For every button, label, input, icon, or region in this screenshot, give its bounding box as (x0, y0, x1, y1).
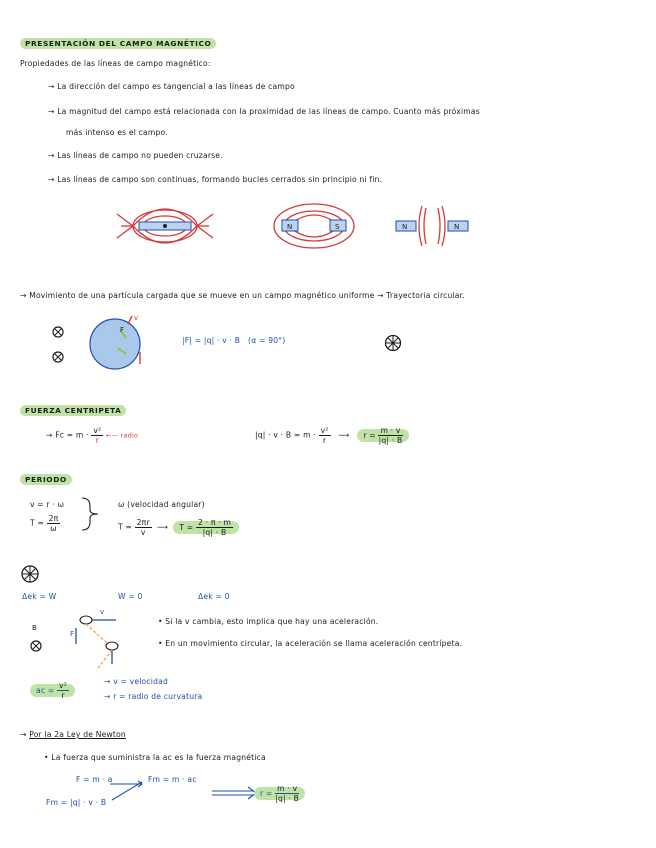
property-item: → Las líneas de campo son continuas, formando bucles cerrados sin principio ni fin. (48, 175, 383, 184)
magnet-s-label: S (335, 223, 340, 231)
centripetal-acceleration-formula: ac = $\frac{\text{v²}}{r}$ (30, 681, 75, 700)
force-balance-formula: |q| · v · B = m · $\frac{\text{v²}}{r}$ ⟶ r = $\frac{m \cdot v}{|q| \cdot B}$ (255, 426, 409, 445)
angular-velocity-note: ω (velocidad angular) (118, 500, 205, 509)
field-b-label: B (32, 624, 37, 632)
newton-heading: → Por la 2a Ley de Newton (20, 730, 126, 739)
properties-intro: Propiedades de las líneas de campo magnético: (20, 59, 211, 68)
magnet-n-label: N (454, 223, 460, 231)
property-item-cont: más intenso es el campo. (66, 128, 168, 137)
delta-ek-zero: Δek = 0 (198, 592, 230, 601)
work-zero: W = 0 (118, 592, 143, 601)
magnetic-force-qvb: Fm = |q| · v · B (46, 798, 107, 807)
magnet-field-diagram-1 (115, 196, 215, 256)
newton-second-law: F = m · a (76, 775, 113, 784)
period-formula: T = $\frac{2\pi r}{v}$ ⟶ T = $\frac{2 \cdot \pi \cdot m}{|q| \cdot B}$ (118, 518, 239, 537)
newton-text: • La fuerza que suministra la ac es la fuerza magnética (44, 753, 266, 762)
kinetic-energy-work: Δek = W (22, 592, 57, 601)
sunburst-icon (20, 564, 40, 584)
bullet-acceleration: • Si la v cambia, esto implica que hay una aceleración. (158, 617, 379, 626)
force-label: F (120, 326, 125, 334)
magnet-n-label: N (287, 223, 293, 231)
centripetal-force-formula: → Fc = m · $\frac{\text{v²}}{r}$ ←— radio (46, 426, 139, 445)
motion-description: → Movimiento de una partícula cargada que se mueve en un campo magnético uniforme → Trayectoria circular. (20, 291, 465, 300)
velocity-label: v (100, 608, 105, 616)
double-arrow-icon (210, 786, 260, 800)
magnet-field-diagram-2 (268, 200, 360, 254)
bullet-centripetal: • En un movimiento circular, la aceleración se llama aceleración centrípeta. (158, 639, 463, 648)
brace-icon (80, 496, 104, 532)
force-magnitude-formula: |F| = |q| · v · B (α = 90°) (182, 336, 286, 345)
period-omega-formula: T = $\frac{2\pi}{\omega}$ (30, 514, 59, 533)
force-label: F (70, 630, 75, 638)
property-item: → Las líneas de campo no pueden cruzarse. (48, 151, 223, 160)
final-radius-formula: r = $\frac{m \cdot v}{|q| \cdot B}$ (254, 784, 305, 803)
velocity-vector-diagram (28, 608, 138, 676)
magnet-n-label: N (402, 223, 408, 231)
property-item: → La magnitud del campo está relacionada con la proximidad de las líneas de campo. Cuanto más próximas (48, 107, 480, 116)
section-title-periodo: PERIODO (20, 474, 72, 485)
legend-radius: → r = radio de curvatura (104, 692, 203, 701)
legend-velocity: → v = velocidad (104, 677, 168, 686)
magnetic-force-ac: Fm = m · ac (148, 775, 197, 784)
arrow-diagram (108, 778, 168, 804)
magnet-field-diagram-3 (392, 204, 472, 248)
sunburst-icon (384, 334, 402, 352)
section-title-campo: PRESENTACIÓN DEL CAMPO MAGNÉTICO (20, 38, 216, 49)
property-item: → La dirección del campo es tangencial a las líneas de campo (48, 82, 295, 91)
circular-motion-diagram (48, 312, 158, 376)
velocity-label: v (134, 314, 139, 322)
section-title-centripeta: FUERZA CENTRIPETA (20, 405, 126, 416)
velocity-relation: v = r · ω (30, 500, 65, 509)
